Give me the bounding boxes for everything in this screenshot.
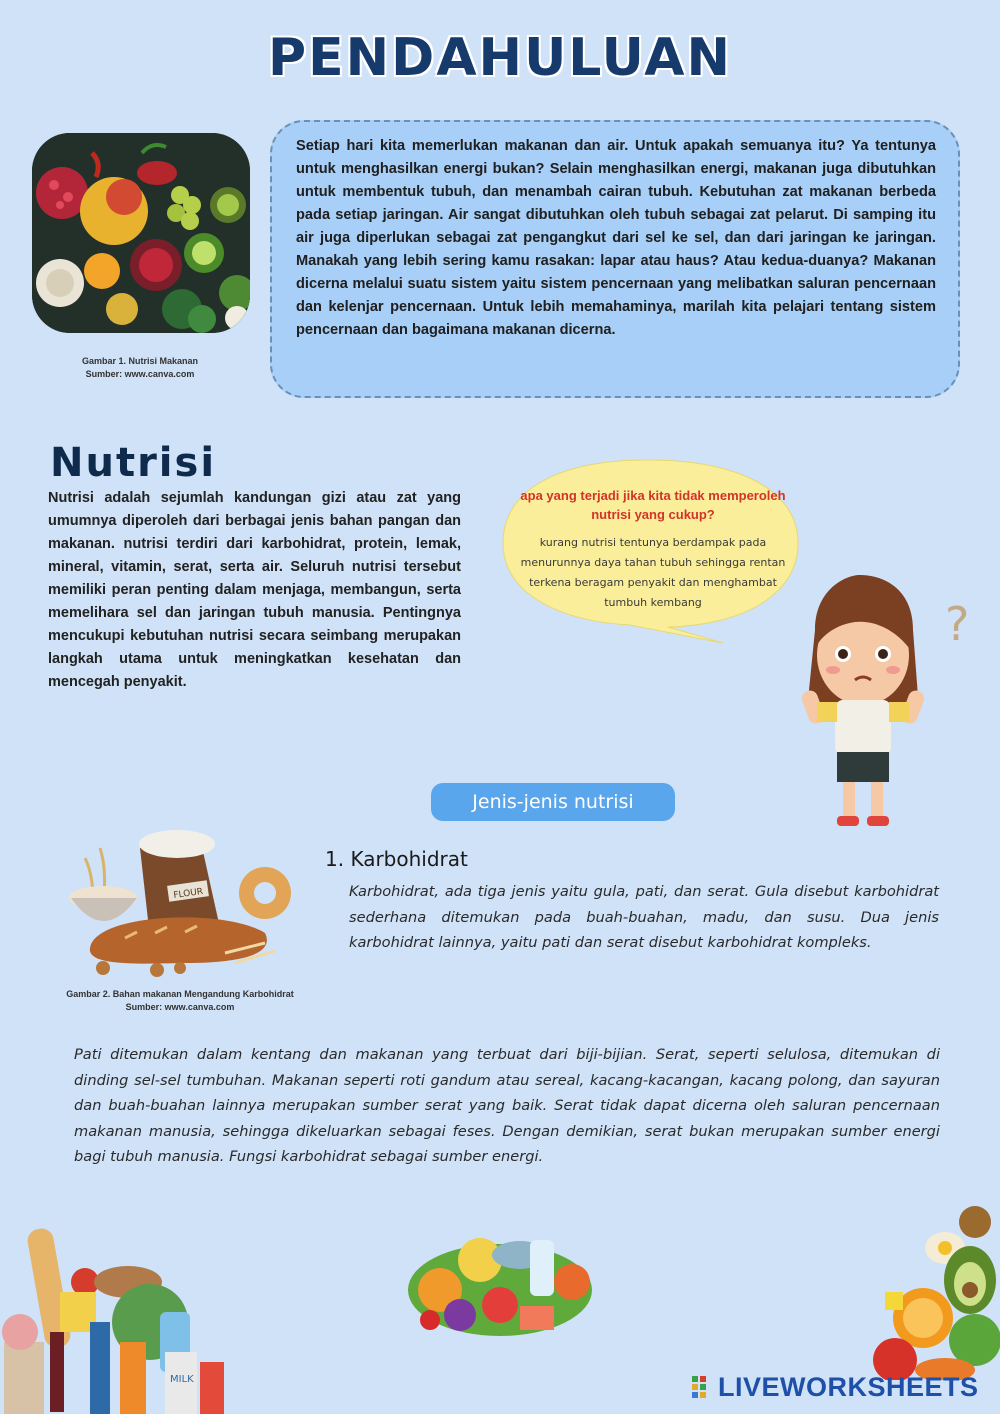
caption-line-1: Gambar 2. Bahan makanan Mengandung Karbohidrat (66, 989, 294, 999)
healthy-food-cluster-illustration (400, 1220, 600, 1340)
watermark-text: LIVEWORKSHEETS (718, 1372, 979, 1402)
page-title: PENDAHULUAN (268, 28, 732, 88)
image-caption (40, 355, 240, 381)
question-mark-icon: ? (945, 597, 970, 651)
carbohydrate-food-illustration (65, 828, 305, 980)
fruits-vegetables-illustration (795, 1200, 1000, 1380)
bubble-answer: kurang nutrisi tentunya berdampak pada menurunnya daya tahan tubuh sehingga rentan terkena beragam penyakit dan menghambat tumbuh kembang (520, 536, 786, 609)
caption-line-2: Sumber: www.canva.com (125, 1002, 235, 1012)
flour-label: FLOUR (172, 886, 204, 902)
bubble-question: apa yang terjadi jika kita tidak memperoleh nutrisi yang cukup? (520, 488, 786, 522)
groceries-illustration (0, 1222, 232, 1414)
subheading-karbohidrat: 1. Karbohidrat (325, 847, 468, 871)
intro-text-box (270, 120, 960, 398)
caption-line-1: Gambar 1. Nutrisi Makanan (81, 356, 199, 366)
image-caption (45, 988, 315, 1014)
nutrition-food-photo (32, 133, 250, 333)
liveworksheets-logo-icon (692, 1376, 714, 1400)
karbohidrat-paragraph: Karbohidrat, ada tiga jenis yaitu gula, pati, dan serat. Gula disebut karbohidrat sederhana ditemukan pada buah-buahan, madu, dan susu. Dua jenis karbohidrat lainnya, yaitu pati dan serat disebut karbohidrat kompleks. (349, 883, 939, 951)
nutrisi-paragraph: Nutrisi adalah sejumlah kandungan gizi atau zat yang umumnya diperoleh dari berbagai jenis bahan pangan dan makanan. nutrisi terdiri dari karbohidrat, protein, lemak, mineral, vitamin, serat, serta air. Seluruh nutrisi tersebut memiliki peran penting dalam menjaga, membangun, serta memelihara sel dan jaringan tubuh manusia. Pentingnya mencukupi kebutuhan nutrisi secara seimbang merupakan langkah utama untuk meningkatkan kesehatan dan mencegah penyakit. (48, 490, 461, 690)
intro-paragraph: Setiap hari kita memerlukan makanan dan air. Untuk apakah semuanya itu? Ya tentunya untuk menghasilkan energi bukan? Selain menghasilkan energi, makanan juga dibutuhkan untuk membentuk tubuh, dan menambah cairan tubuh. Kebutuhan zat makanan berbeda pada setiap jaringan. Air sangat dibutuhkan oleh tubuh sebagai zat pelarut. Di samping itu air juga diperlukan sebagai zat pengangkut dari sel ke sel, dan dari jaringan ke jaringan. Manakah yang lebih sering kamu rasakan: lapar atau haus? Atau kedua-duanya? Makanan dicerna melalui suatu sistem yaitu sistem pencernaan yang melibatkan saluran pencernaan dan kelenjar pencernaan. Untuk lebih memahaminya, marilah kita pelajari tentang sistem pencernaan dan bagaimana makanan dicerna. (296, 138, 936, 338)
section-heading-nutrisi: Nutrisi (50, 440, 217, 486)
pati-paragraph: Pati ditemukan dalam kentang dan makanan yang terbuat dari biji-bijian. Serat, seperti selulosa, ditemukan di dinding sel-sel tumbuhan. Makanan seperti roti gandum atau sereal, kacang-kacangan, kacang polong, dan sayuran dan buah-buahan lainnya merupakan sumber serat yang baik. Serat tidak dapat dicerna oleh saluran pencernaan makanan manusia, sehingga dikeluarkan sebagai feses. Dengan demikian, serat bukan merupakan sumber energi bagi tubuh manusia. Fungsi karbohidrat sebagai sumber energi. (74, 1046, 940, 1165)
caption-line-2: Sumber: www.canva.com (85, 369, 195, 379)
confused-girl-illustration (785, 570, 975, 832)
section-pill-jenis-nutrisi: Jenis-jenis nutrisi (431, 783, 675, 821)
milk-label: MILK (170, 1374, 194, 1385)
